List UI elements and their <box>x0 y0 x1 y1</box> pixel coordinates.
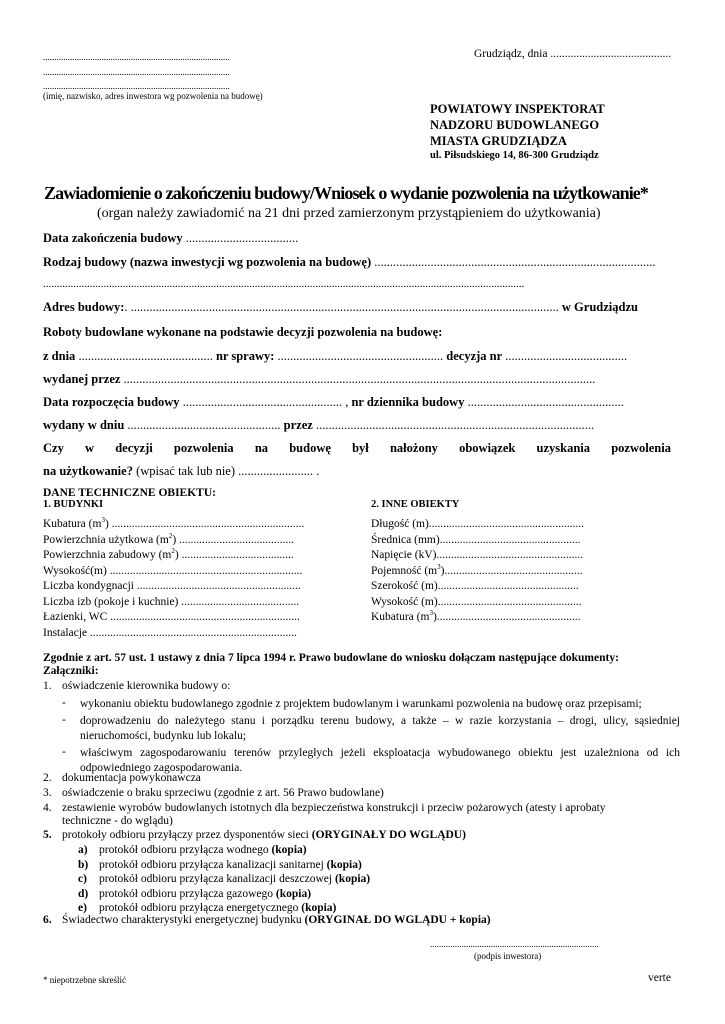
building-unit-exponent: 3 <box>101 516 105 525</box>
field-issued-by <box>43 372 595 387</box>
sublist-item <box>99 888 311 900</box>
authority-address: ul. Piłsudskiego 14, 86-300 Grudziądz <box>430 150 599 161</box>
sublist-item <box>99 902 336 914</box>
obligation-word: decyzji <box>115 441 153 455</box>
other-objects-header: 2. INNE OBIEKTY <box>371 499 460 510</box>
buildings-header: 1. BUDYNKI <box>43 499 104 510</box>
address-city: w Grudziądzu <box>558 300 638 314</box>
item-number: 1. <box>43 680 52 692</box>
field-start-date <box>43 395 624 410</box>
signature-caption: (podpis inwestora) <box>474 951 542 961</box>
logbook-issued-label: wydany w dniu <box>43 418 125 432</box>
obligation-word: Czy <box>43 441 64 455</box>
end-date-dots: .................................... <box>182 231 299 245</box>
other-object-label: Długość (m)...................................................... <box>371 518 585 530</box>
building-row <box>43 626 304 642</box>
place-date: Grudziądz, dnia .......................................... <box>474 48 672 60</box>
field-address <box>43 300 638 315</box>
sublist-item-note: (kopia) <box>326 858 362 871</box>
start-date-dots: ................................................... , <box>179 395 352 409</box>
obligation-word: pozwolenia <box>611 441 671 455</box>
sublist-item-text: protokół odbioru przyłącza gazowego <box>99 887 276 900</box>
building-label: Powierzchnia użytkowa (m <box>43 533 169 546</box>
type-dots: .......................................................................................... <box>371 255 656 269</box>
investor-line-1: ................................................................................... <box>43 52 230 62</box>
permit-date-dots: ........................................... <box>75 349 216 363</box>
type-label: Rodzaj budowy (nazwa inwestycji wg pozwolenia na budowę) <box>43 255 372 269</box>
obligation-line-2 <box>43 464 319 479</box>
tech-header: DANE TECHNICZNE OBIEKTU: <box>43 487 216 499</box>
bullet-dash: - <box>62 697 66 709</box>
attachment-5-text: protokoły odbioru przyłączy przez dysponentów sieci <box>62 829 312 841</box>
investor-line-2: ................................................................................... <box>43 67 230 77</box>
footnote: * niepotrzebne skreślić <box>43 975 126 985</box>
issued-by-dots: ....................................................................................................................................................... <box>120 372 596 386</box>
buildings-list <box>43 517 304 641</box>
investor-caption: (imię, nazwisko, adres inwestora wg pozwolenia na budowę) <box>43 91 263 101</box>
attachment-6-note: (ORYGINAŁ DO WGLĄDU + kopia) <box>304 914 491 926</box>
item-number: 2. <box>43 772 52 784</box>
decision-number-dots: ....................................... <box>502 349 628 363</box>
law-statement: Zgodnie z art. 57 ust. 1 ustawy z dnia 7 lipca 1994 r. Prawo budowlane do wniosku dołączam następujące dokumenty: <box>43 652 619 664</box>
sublist-item-text: protokół odbioru przyłącza kanalizacji deszczowej <box>99 873 335 885</box>
bullet-2: doprowadzeniu do należytego stanu i porządku terenu budowy, a także – w razie korzystania – drogi, ulicy, sąsiedniej nieruchomości, budynku lub lokalu; <box>80 715 680 742</box>
building-row <box>43 564 304 580</box>
bullet-3: właściwym zagospodarowaniu terenów przyległych jeżeli eksploatacja wybudowanego obiektu jest uzależniona od ich odpowiedniego zagospodarowania. <box>80 747 680 774</box>
building-row <box>43 548 304 564</box>
case-number-dots: ..................................................... <box>274 349 447 363</box>
logbook-by-label: przez <box>283 418 313 432</box>
attachment-5 <box>62 829 466 841</box>
other-object-row <box>371 548 584 564</box>
attachment-1: oświadczenie kierownika budowy o: <box>62 680 231 692</box>
item-number: 5. <box>43 829 52 841</box>
building-label: Liczba kondygnacji ......................................................... <box>43 580 301 592</box>
signature-dots: ........................................................................... <box>430 939 599 949</box>
case-number-label: nr sprawy: <box>215 349 275 363</box>
obligation-word: na <box>254 441 269 455</box>
sublist-item-note: (kopia) <box>334 873 371 885</box>
sublist-item-text: protokół odbioru przyłącza energetycznego <box>99 902 302 914</box>
attachment-5-note: (ORYGINAŁY DO WGLĄDU) <box>311 829 466 841</box>
obligation-answer-dots: (wpisać tak lub nie) ........................ . <box>132 464 320 478</box>
sublist-item-note: (kopia) <box>275 887 312 900</box>
authority-line-3: MIASTA GRUDZIĄDZA <box>430 134 567 148</box>
building-dots: ) ....................................... <box>174 549 294 561</box>
field-construction-type <box>43 255 656 270</box>
other-object-label: Wysokość (m).................................................. <box>371 595 582 608</box>
obligation-word: pozwolenia <box>173 441 234 455</box>
building-label: Łazienki, WC .................................................................. <box>43 611 300 623</box>
obligation-word: w <box>85 441 95 455</box>
sublist-letter: e) <box>78 902 87 914</box>
other-object-label: Kubatura (m <box>371 611 430 623</box>
building-row <box>43 517 304 533</box>
other-object-row <box>371 579 584 595</box>
obligation-word: budowę <box>289 441 331 455</box>
logbook-number-dots: .................................................. <box>464 395 624 409</box>
bullet-dash: - <box>62 746 66 758</box>
sublist-item <box>99 873 370 885</box>
end-date-label: Data zakończenia budowy <box>43 231 183 245</box>
document-title: Zawiadomienie o zakończeniu budowy/Wniosek o wydanie pozwolenia na użytkowanie* <box>44 183 648 203</box>
sublist-item-text: protokół odbioru przyłącza kanalizacji sanitarnej <box>99 858 327 871</box>
address-dots: . ......................................................................................................................................... <box>124 300 559 314</box>
field-logbook-issued <box>43 418 594 433</box>
other-object-row <box>371 610 584 626</box>
other-object-unit-exponent: 3 <box>437 562 441 571</box>
obligation-word: obowiązek <box>459 441 516 455</box>
other-object-row <box>371 595 584 611</box>
other-object-label: Napięcie (kV)................................................... <box>371 549 584 561</box>
attachment-6-text: Świadectwo charakterystyki energetycznej budynku <box>62 914 305 926</box>
item-number: 4. <box>43 802 52 814</box>
type-line-2: ............................................................................................................................................................................... <box>43 278 525 290</box>
authority-line-1: POWIATOWY INSPEKTORAT <box>430 102 605 116</box>
verte-label: verte <box>648 972 671 984</box>
building-row <box>43 533 304 549</box>
building-label: Liczba izb (pokoje i kuchnie) ......................................... <box>43 595 300 608</box>
building-label: Kubatura (m <box>43 518 102 530</box>
start-date-label: Data rozpoczęcia budowy <box>43 395 180 409</box>
building-label: Powierzchnia zabudowy (m <box>43 549 172 561</box>
decision-number-label: decyzja nr <box>446 349 503 363</box>
other-objects-list <box>371 517 584 626</box>
document-subtitle: (organ należy zawiadomić na 21 dni przed zamierzonym przystąpieniem do użytkowania) <box>97 206 601 221</box>
bullet-1: wykonaniu obiektu budowlanego zgodnie z projektem budowlanym i warunkami pozwolenia na budowę oraz przepisami; <box>80 698 642 710</box>
building-row <box>43 579 304 595</box>
other-object-label: Pojemność (m <box>371 564 438 577</box>
other-object-label: Średnica (mm)................................................. <box>371 533 581 546</box>
other-object-dots: ).................................................. <box>432 611 581 623</box>
obligation-usage-label: na użytkowanie? <box>43 464 133 478</box>
logbook-number-label: nr dziennika budowy <box>351 395 465 409</box>
other-object-label: Szerokość (m)................................................. <box>371 580 579 592</box>
logbook-by-dots: ......................................................................................... <box>312 418 595 432</box>
obligation-word: nałożony <box>389 441 438 455</box>
item-number: 3. <box>43 787 52 799</box>
sublist-item <box>99 844 307 856</box>
issued-by-label: wydanej przez <box>43 372 121 386</box>
other-object-row <box>371 517 584 533</box>
other-object-row <box>371 533 584 549</box>
attachment-3: oświadczenie o braku sprzeciwu (zgodnie z art. 56 Prawo budowlane) <box>62 787 384 799</box>
other-object-unit-exponent: 3 <box>429 609 433 618</box>
building-dots: ) ................................................................... <box>104 518 305 530</box>
sublist-letter: c) <box>78 873 87 885</box>
sublist-item-note: (kopia) <box>271 844 307 856</box>
building-row <box>43 610 304 626</box>
field-end-date <box>43 231 298 246</box>
sublist-letter: a) <box>78 844 88 856</box>
sublist-letter: d) <box>78 887 89 900</box>
sublist-item <box>99 859 362 871</box>
field-permit <box>43 349 627 364</box>
bullet-dash: - <box>62 714 66 726</box>
building-label: Wysokość(m) ................................................................... <box>43 564 303 577</box>
sublist-item-text: protokół odbioru przyłącza wodnego <box>99 844 272 856</box>
attachment-4-line-1: zestawienie wyrobów budowlanych istotnych dla bezpieczeństwa konstrukcji i przeciw pożarowych (atesty i aprobaty <box>62 802 606 814</box>
item-number: 6. <box>43 914 52 926</box>
attachment-4-line-2: techniczne - do wglądu) <box>62 815 173 827</box>
sublist-item-note: (kopia) <box>301 902 337 914</box>
obligation-word: uzyskania <box>536 441 591 455</box>
obligation-word: był <box>352 441 369 455</box>
attachment-6 <box>62 914 491 926</box>
permit-date-label: z dnia <box>43 349 76 363</box>
building-dots: ) ........................................ <box>172 533 295 546</box>
building-unit-exponent: 2 <box>171 547 175 556</box>
logbook-issued-dots: ................................................. <box>124 418 284 432</box>
sublist-letter: b) <box>78 858 89 871</box>
building-row <box>43 595 304 611</box>
investor-line-3: ................................................................................... <box>43 81 230 91</box>
other-object-dots: )................................................ <box>440 564 583 577</box>
building-label: Instalacje ........................................................................ <box>43 626 297 639</box>
works-label: Roboty budowlane wykonane na podstawie decyzji pozwolenia na budowę: <box>43 325 443 339</box>
attachments-header: Załączniki: <box>43 665 99 677</box>
address-label: Adres budowy: <box>43 300 125 314</box>
other-object-row <box>371 564 584 580</box>
authority-line-2: NADZORU BUDOWLANEGO <box>430 118 600 132</box>
building-unit-exponent: 2 <box>168 531 173 540</box>
attachment-2: dokumentacja powykonawcza <box>62 772 201 784</box>
obligation-question <box>43 441 671 456</box>
